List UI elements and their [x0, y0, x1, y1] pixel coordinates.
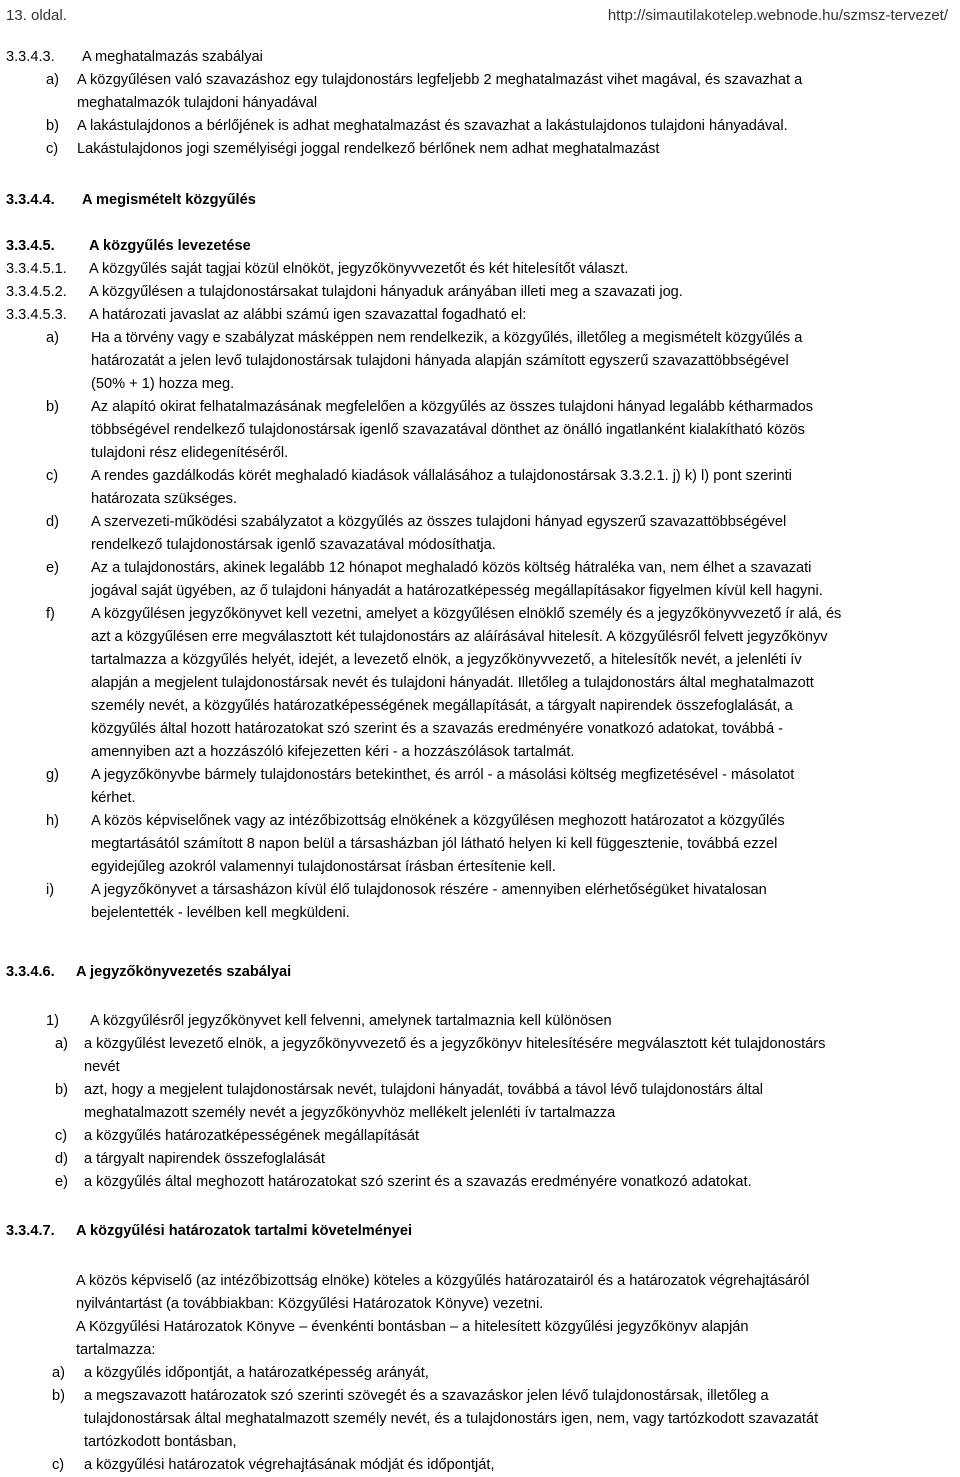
- section-number: 3.3.4.4.: [6, 192, 55, 208]
- section-number: 3.3.4.7.: [6, 1223, 55, 1239]
- item-text-line: a közgyűlést levezető elnök, a jegyzőkönyvvezető és a jegyzőkönyv hitelesítésére megválasztott két tulajdonostárs: [84, 1036, 826, 1052]
- register-para-line: A Közgyűlési Határozatok Könyve – évenkénti bontásban – a hitelesített közgyűlési jegyzőkönyv alapján: [76, 1319, 749, 1335]
- item-text-line: közgyűlés által hozott határozatokat szó szerint és a szavazás eredményére vonatkozó adatokat, továbbá -: [91, 721, 783, 737]
- item-text-line: (50% + 1) hozza meg.: [91, 376, 235, 392]
- item-text-line: Lakástulajdonos jogi személyiségi joggal rendelkező bérlőnek nem adhat meghatalmazást: [77, 141, 660, 157]
- section-number: 3.3.4.3.: [6, 49, 55, 65]
- item-text-line: jogával saját ügyében, az ő tulajdoni hányadát a határozatképesség megállapításakor figyelmen kívül kell hagyni.: [91, 583, 823, 599]
- item-text-line: rendelkező tulajdonostársak igenlő szavazatával módosíthatja.: [91, 537, 496, 553]
- item-label: d): [46, 514, 59, 530]
- section-number: 3.3.4.5.: [6, 238, 55, 254]
- register-para-line: tartalmazza:: [76, 1342, 156, 1358]
- subsection-text: A közgyűlés saját tagjai közül elnököt, jegyzőkönyvvezetőt és két hitelesítőt választ.: [89, 261, 629, 277]
- item-text-line: meghatalmazók tulajdoni hányadával: [77, 95, 318, 111]
- item-label: i): [46, 882, 55, 898]
- item-label: c): [46, 468, 59, 484]
- item-text-line: tartózkodott bontásban,: [84, 1434, 237, 1450]
- item-text-line: azt a közgyűlésen erre megválasztott két tulajdonostárs az aláírásával hitelesít. A közgyűlésről felvett jegyzőkönyv: [91, 629, 828, 645]
- item-text-line: A közgyűlésen való szavazáshoz egy tulajdonostárs legfeljebb 2 meghatalmazást vihet magával, és szavazhat a: [77, 72, 803, 88]
- register-para-line: nyilvántartást (a továbbiakban: Közgyűlési Határozatok Könyve) vezetni.: [76, 1296, 544, 1312]
- item-label: 1): [46, 1013, 59, 1029]
- item-text-line: a közgyűlés határozatképességének megállapítását: [84, 1128, 420, 1144]
- item-text-line: személy nevét, a közgyűlés határozatképességének megállapítását, a tárgyalt napirendek összefoglalását, a: [91, 698, 793, 714]
- item-text-line: A lakástulajdonos a bérlőjének is adhat meghatalmazást és szavazhat a lakástulajdonos tulajdoni hányadával.: [77, 118, 788, 134]
- item-label: a): [46, 72, 59, 88]
- item-text-line: a közgyűlés által meghozott határozatokat szó szerint és a szavazás eredményére vonatkozó adatokat.: [84, 1174, 752, 1190]
- item-text-line: egyidejűleg azokról valamennyi tulajdonostársat írásban értesítenie kell.: [91, 859, 556, 875]
- item-label: c): [52, 1457, 65, 1473]
- item-text-line: A közös képviselőnek vagy az intézőbizottság elnökének a közgyűlésen meghozott határozatot a közgyűlés: [91, 813, 785, 829]
- item-text-line: A rendes gazdálkodás körét meghaladó kiadások vállalásához a tulajdonostársak 3.3.2.1. j) k) l) pont szerinti: [91, 468, 792, 484]
- page-number: 13. oldal.: [6, 7, 67, 24]
- item-text-line: a tárgyalt napirendek összefoglalását: [84, 1151, 325, 1167]
- item-label: a): [52, 1365, 65, 1381]
- section-title: A megismételt közgyűlés: [82, 192, 256, 208]
- item-label: b): [55, 1082, 68, 1098]
- item-label: d): [55, 1151, 68, 1167]
- item-text-line: határozatát a jelen levő tulajdonostársak tulajdoni hányada alapján számított egyszerű szavazattöbbségével: [91, 353, 789, 369]
- item-label: e): [55, 1174, 68, 1190]
- subsection-number: 3.3.4.5.1.: [6, 261, 67, 277]
- item-text-line: A jegyzőkönyvet a társasházon kívül élő tulajdonosok részére - amennyiben elérhetőségüket hivatalosan: [91, 882, 767, 898]
- item-text-line: megtartásától számított 8 napon belül a társasházban jól látható helyen ki kell függesztenie, továbbá ezzel: [91, 836, 778, 852]
- section-title: A közgyűlési határozatok tartalmi követelményei: [76, 1223, 413, 1239]
- item-text-line: Az alapító okirat felhatalmazásának megfelelően a közgyűlés az összes tulajdoni hányad legalább kétharmados: [91, 399, 814, 415]
- item-text-line: tulajdoni rész elidegenítéséről.: [91, 445, 289, 461]
- item-text-line: Az a tulajdonostárs, akinek legalább 12 hónapot meghaladó közös költség hátraléka van, nem élhet a szavazati: [91, 560, 812, 576]
- section-title: A közgyűlés levezetése: [89, 238, 251, 254]
- item-label: b): [46, 118, 59, 134]
- item-label: f): [46, 606, 55, 622]
- item-label: a): [55, 1036, 68, 1052]
- page-url[interactable]: http://simautilakotelep.webnode.hu/szmsz-tervezet/: [607, 7, 948, 24]
- subsection-text: A közgyűlésen a tulajdonostársakat tulajdoni hányaduk arányában illeti meg a szavazati jog.: [89, 284, 683, 300]
- item-text-line: bejelentették - levélben kell megküldeni.: [91, 905, 350, 921]
- item-text-line: alapján a megjelent tulajdonostársak nevét és tulajdoni hányadát. Illetőleg a tulajdonostárs által meghatalmazott: [91, 675, 814, 691]
- item-label: g): [46, 767, 59, 783]
- item-text-line: nevét: [84, 1059, 120, 1075]
- item-label: e): [46, 560, 59, 576]
- item-text-line: A jegyzőkönyvbe bármely tulajdonostárs betekinthet, és arról - a másolási költség megfizetésével - másolatot: [91, 767, 795, 783]
- section-number: 3.3.4.6.: [6, 964, 55, 980]
- subsection-number: 3.3.4.5.2.: [6, 284, 67, 300]
- item-text-line: határozata szükséges.: [91, 491, 238, 507]
- item-text-line: tulajdonostársak által meghatalmazott személy nevét, és a tulajdonostárs igen, nem, vagy tartózkodott szavazatát: [84, 1411, 819, 1427]
- item-text-line: azt, hogy a megjelent tulajdonostársak nevét, tulajdoni hányadát, továbbá a távol lévő tulajdonostárs által: [84, 1082, 764, 1098]
- item-label: c): [46, 141, 59, 157]
- item-text-line: A közgyűlésen jegyzőkönyvet kell vezetni, amelyet a közgyűlésen elnöklő személy és a jegyzőkönyvvezető ír alá, és: [91, 606, 842, 622]
- item-text-line: a közgyűlési határozatok végrehajtásának módját és időpontját,: [84, 1457, 495, 1473]
- section-title: A meghatalmazás szabályai: [82, 49, 263, 65]
- subsection-text: A határozati javaslat az alábbi számú igen szavazattal fogadható el:: [89, 307, 527, 323]
- page-header: [0, 4, 960, 26]
- item-text-line: Ha a törvény vagy e szabályzat másképpen nem rendelkezik, a közgyűlés, illetőleg a megismételt közgyűlés a: [91, 330, 803, 346]
- item-text-line: amennyiben azt a hozzászóló kifejezetten kéri - a hozzászólások tartalmát.: [91, 744, 575, 760]
- item-text-line: a közgyűlés időpontját, a határozatképesség arányát,: [84, 1365, 429, 1381]
- item-text-line: kérhet.: [91, 790, 136, 806]
- item-text-line: meghatalmazott személy nevét a jegyzőkönyvhöz mellékelt jelenléti ív tartalmazza: [84, 1105, 616, 1121]
- item-label: h): [46, 813, 59, 829]
- register-para-line: A közös képviselő (az intézőbizottság elnöke) köteles a közgyűlés határozatairól és a határozatok végrehajtásáról: [76, 1273, 810, 1289]
- item-text-line: tartalmazza a közgyűlés helyét, idejét, a levezető elnök, a jegyzőkönyvvezető, a hitelesítők nevét, a jelenléti ív: [91, 652, 802, 668]
- section-title: A jegyzőkönyvezetés szabályai: [76, 964, 292, 980]
- item-label: c): [55, 1128, 68, 1144]
- item-label: b): [46, 399, 59, 415]
- item-label: b): [52, 1388, 65, 1404]
- item-text-line: A szervezeti-működési szabályzatot a közgyűlés az összes tulajdoni hányad egyszerű szavazattöbbségével: [91, 514, 787, 530]
- item-text: A közgyűlésről jegyzőkönyvet kell felvenni, amelynek tartalmaznia kell különösen: [90, 1013, 612, 1029]
- subsection-number: 3.3.4.5.3.: [6, 307, 67, 323]
- item-text-line: a megszavazott határozatok szó szerinti szövegét és a szavazáskor jelen lévő tulajdonostársak, illetőleg a: [84, 1388, 769, 1404]
- item-text-line: többségével rendelkező tulajdonostársak igenlő szavazatával dönthet az önálló ingatlanként kialakítható közös: [91, 422, 805, 438]
- item-label: a): [46, 330, 59, 346]
